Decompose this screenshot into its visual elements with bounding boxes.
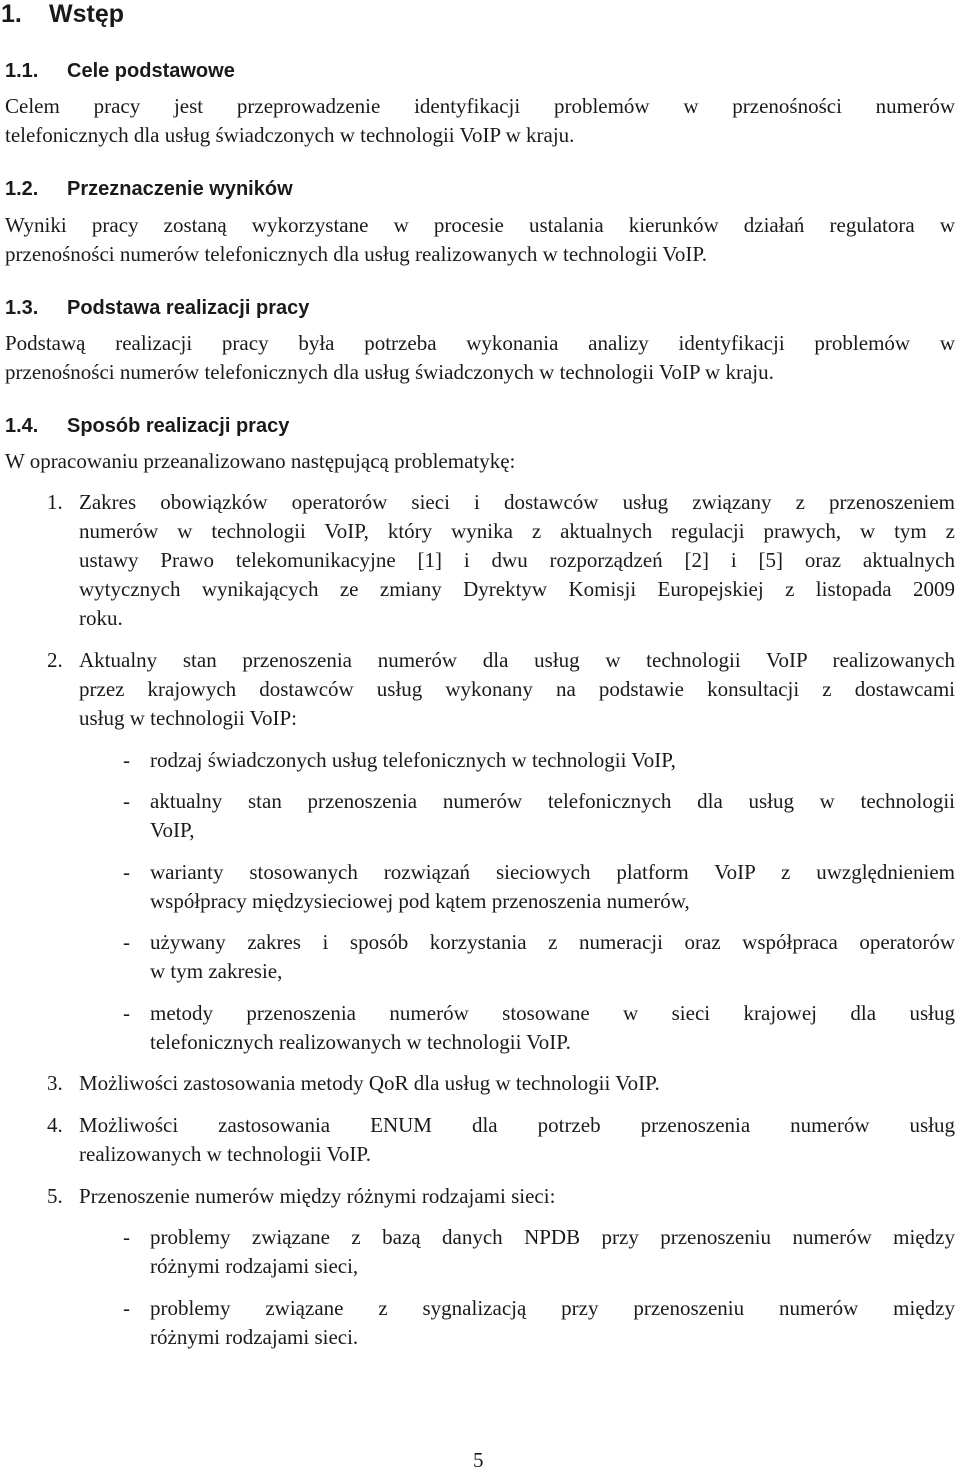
dash-bullet: - [123, 860, 130, 884]
paragraph-line: Podstawą realizacji pracy była potrzeba wykonania analizy identyfikacji problemów w [5, 331, 955, 355]
section-number: 1.3. [5, 297, 39, 319]
dash-bullet: - [123, 748, 130, 772]
paragraph-line: przenośności numerów telefonicznych dla usług świadczonych w technologii VoIP w kraju. [5, 360, 774, 384]
section-heading-text: Sposób realizacji pracy [67, 415, 290, 437]
section-number: 1.1. [5, 60, 39, 82]
dash-bullet: - [123, 1296, 130, 1320]
sublist-item-line: używany zakres i sposób korzystania z numeracji oraz współpraca operatorów [150, 930, 955, 954]
sublist-item-line: w tym zakresie, [150, 959, 283, 983]
list-item-line: przez krajowych dostawców usług wykonany na podstawie konsultacji z dostawcami [79, 677, 955, 701]
paragraph-line: Wyniki pracy zostaną wykorzystane w procesie ustalania kierunków działań regulatora w [5, 213, 955, 237]
list-item-line: numerów w technologii VoIP, który wynika z aktualnych regulacji prawych, w tym z [79, 519, 955, 543]
sublist-item-line: rodzaj świadczonych usług telefonicznych w technologii VoIP, [150, 748, 676, 772]
list-item-line: usług w technologii VoIP: [79, 706, 297, 730]
section-heading-text: Cele podstawowe [67, 60, 235, 82]
section-heading [5, 415, 289, 438]
list-item-line: Przenoszenie numerów między różnymi rodzajami sieci: [79, 1184, 556, 1208]
sublist-item-line: metody przenoszenia numerów stosowane w sieci krajowej dla usług [150, 1001, 955, 1025]
list-item-number: 1. [47, 490, 63, 514]
dash-bullet: - [123, 1225, 130, 1249]
sublist-item-line: różnymi rodzajami sieci. [150, 1325, 359, 1349]
list-item-number: 4. [47, 1113, 63, 1137]
list-item-line: realizowanych w technologii VoIP. [79, 1142, 372, 1166]
dash-bullet: - [123, 930, 130, 954]
list-item-number: 2. [47, 648, 63, 672]
list-item-line: Możliwości zastosowania ENUM dla potrzeb przenoszenia numerów usług [79, 1113, 955, 1137]
page-number: 5 [473, 1448, 484, 1472]
chapter-number: 1. [1, 0, 22, 28]
sublist-item-line: aktualny stan przenoszenia numerów telefonicznych dla usług w technologii [150, 789, 955, 813]
section-number: 1.4. [5, 415, 39, 437]
section-heading-text: Przeznaczenie wyników [67, 178, 293, 200]
section-number: 1.2. [5, 178, 39, 200]
sublist-item-line: VoIP, [150, 818, 195, 842]
sublist-item-line: telefonicznych realizowanych w technologii VoIP. [150, 1030, 571, 1054]
list-item-number: 3. [47, 1071, 63, 1095]
list-item-line: Zakres obowiązków operatorów sieci i dostawców usług związany z przenoszeniem [79, 490, 955, 514]
section-heading [5, 60, 235, 83]
sublist-item-line: warianty stosowanych rozwiązań sieciowych platform VoIP z uwzględnieniem [150, 860, 955, 884]
sublist-item-line: problemy związane z sygnalizacją przy przenoszeniu numerów między [150, 1296, 955, 1320]
section-heading [5, 178, 293, 201]
sublist-item-line: problemy związane z bazą danych NPDB przy przenoszeniu numerów między [150, 1225, 955, 1249]
dash-bullet: - [123, 1001, 130, 1025]
list-item-line: ustawy Prawo telekomunikacyjne [1] i dwu rozporządzeń [2] i [5] oraz aktualnych [79, 548, 955, 572]
chapter-title [1, 0, 124, 29]
paragraph-line: Celem pracy jest przeprowadzenie identyfikacji problemów w przenośności numerów [5, 94, 955, 118]
list-item-line: Aktualny stan przenoszenia numerów dla usług w technologii VoIP realizowanych [79, 648, 955, 672]
list-item-number: 5. [47, 1184, 63, 1208]
paragraph-line: przenośności numerów telefonicznych dla usług realizowanych w technologii VoIP. [5, 242, 707, 266]
list-item-line: wytycznych wynikających ze zmiany Dyrektyw Komisji Europejskiej z listopada 2009 [79, 577, 955, 601]
chapter-title-text: Wstęp [49, 0, 124, 28]
sublist-item-line: różnymi rodzajami sieci, [150, 1254, 359, 1278]
dash-bullet: - [123, 789, 130, 813]
paragraph-line: W opracowaniu przeanalizowano następującą problematykę: [5, 449, 516, 473]
section-heading-text: Podstawa realizacji pracy [67, 297, 310, 319]
list-item-line: Możliwości zastosowania metody QoR dla usług w technologii VoIP. [79, 1071, 660, 1095]
sublist-item-line: współpracy międzysieciowej pod kątem przenoszenia numerów, [150, 889, 690, 913]
list-item-line: roku. [79, 606, 123, 630]
section-heading [5, 297, 309, 320]
paragraph-line: telefonicznych dla usług świadczonych w technologii VoIP w kraju. [5, 123, 575, 147]
